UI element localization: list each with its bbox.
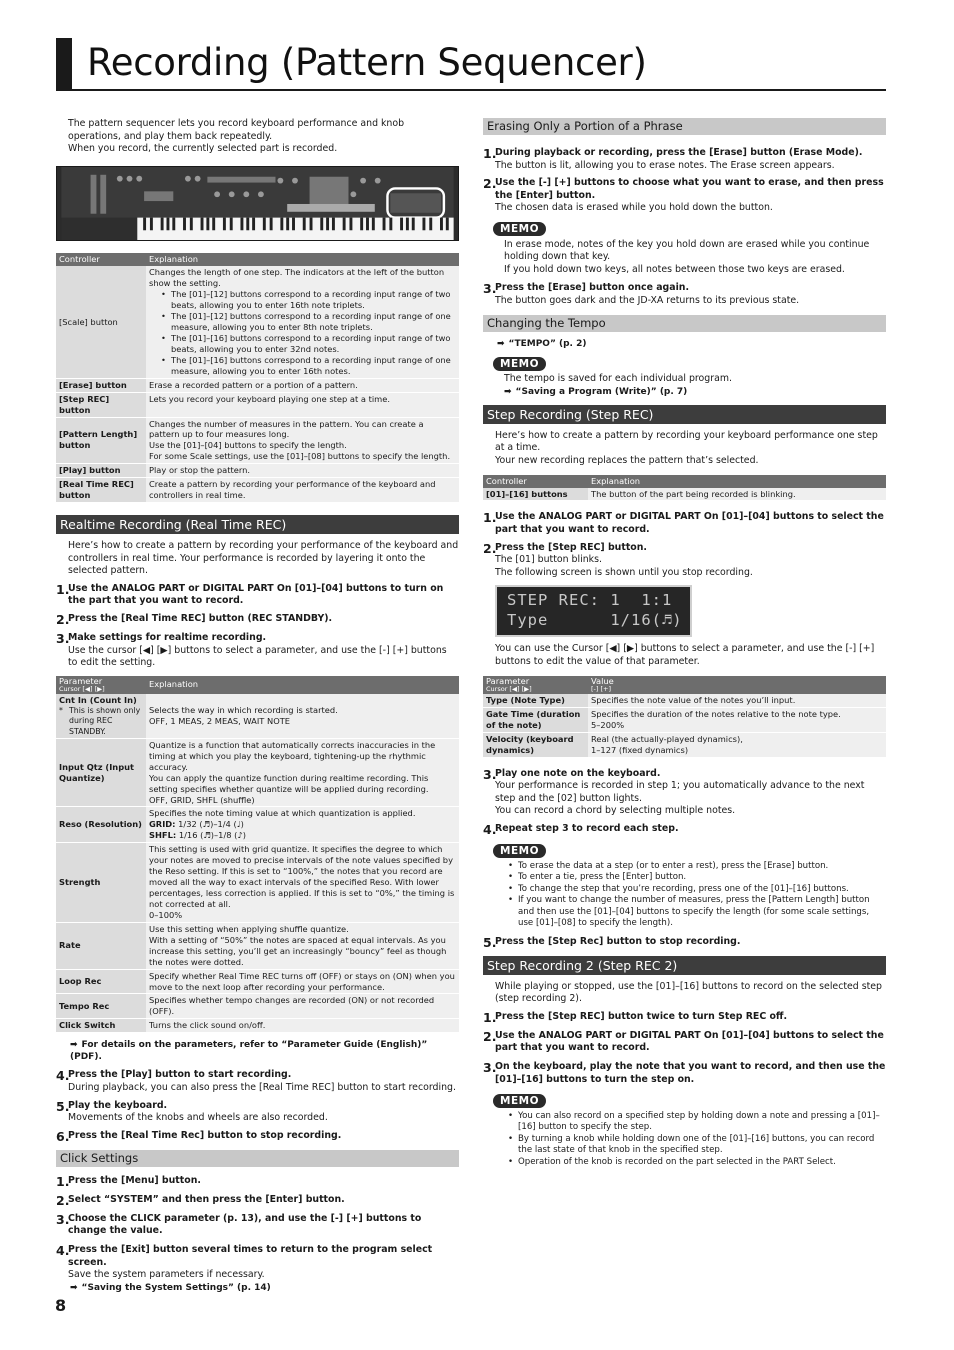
cell-text: You can apply the quantize function during realtime recording. This setting specifies whether quantize will be applied during recording. (149, 772, 429, 794)
col-header-text: Parameter (59, 675, 103, 686)
step-body: You can record a chord by selecting multiple notes. (495, 805, 736, 817)
row-label: [01]–[16] buttons (483, 488, 588, 501)
row-label (56, 694, 146, 738)
page-title: Recording (Pattern Sequencer) (87, 41, 647, 84)
step-number: 5. (483, 934, 497, 950)
step (56, 613, 459, 626)
memo-badge: MEMO (493, 222, 546, 236)
section-heading: Click Settings (56, 1150, 459, 1167)
row-value: Specify whether Real Time REC turns off (OFF) or stays on (ON) when you move to the next loop after recording your performance. (146, 969, 459, 994)
step-number: 3. (483, 766, 497, 782)
col-header (483, 676, 588, 694)
step (483, 147, 886, 172)
step (56, 1130, 459, 1143)
cell-text: Use this setting when applying shuffle quantize. (149, 923, 349, 934)
list-item: • To enter a tie, press the [Enter] button. (508, 872, 886, 884)
row-value (588, 732, 886, 757)
page-number: 8 (55, 1296, 67, 1315)
table-row (56, 694, 459, 738)
section-heading: Erasing Only a Portion of a Phrase (483, 118, 886, 135)
table-row (483, 707, 886, 732)
section-heading: Step Recording 2 (Step REC 2) (483, 956, 886, 975)
step (483, 1061, 886, 1086)
col-header: Controller (56, 253, 146, 266)
col-header-text: Value (591, 675, 614, 686)
step-body: The button is lit, allowing you to erase notes. The Erase screen appears. (495, 159, 835, 171)
lcd-line: STEP REC: 1 1:1 (507, 591, 673, 610)
step (56, 1244, 459, 1294)
cell-text: 1/16 (♬)–1/8 (♪) (178, 830, 246, 841)
step-body: During playback, you can also press the [Real Time REC] button to start recording. (68, 1081, 456, 1093)
section-heading: Realtime Recording (Real Time REC) (56, 515, 459, 534)
step-number: 2. (483, 176, 497, 192)
table-row (56, 922, 459, 969)
reference-text: “Saving the System Settings” (p. 14) (81, 1282, 271, 1293)
row-label: Type (Note Type) (483, 694, 588, 707)
row-label: [Pattern Length] button (56, 417, 146, 464)
step-title: Play the keyboard. (68, 1099, 168, 1111)
row-label: Tempo Rec (56, 994, 146, 1019)
list-item: • The [01]–[12] buttons correspond to a recording input range of one measure, allowing you to enter 8th note triplets. (161, 311, 456, 333)
col-header: Explanation (146, 676, 459, 694)
row-label: Rate (56, 922, 146, 969)
step-body: Movements of the knobs and wheels are also recorded. (68, 1112, 328, 1124)
list-item: • The [01]–[16] buttons correspond to a recording input range of one measure, allowing you to enter 16th notes. (161, 355, 456, 377)
row-label: [Erase] button (56, 378, 146, 392)
col-header: Explanation (588, 475, 886, 488)
left-column (56, 118, 459, 1294)
row-label: Strength (56, 843, 146, 923)
step (56, 1194, 459, 1207)
step-number: 6. (56, 1128, 70, 1144)
step-body: You can use the Cursor [◀] [▶] buttons to select a parameter, and use the [-] [+] buttons to edit the value of that parameter. (495, 643, 875, 668)
row-value (146, 738, 459, 807)
cell-text: 0–100% (149, 909, 183, 920)
col-header: Explanation (146, 253, 459, 266)
controller-table (56, 253, 459, 503)
row-label: Click Switch (56, 1019, 146, 1033)
section-intro: Here’s how to create a pattern by recording your performance of the keyboard and controllers in real time. Your performance is recorded by layering it onto the selected pattern. (68, 540, 459, 577)
step-title: Use the ANALOG PART or DIGITAL PART On [01]–[04] buttons to select the part that you want to record. (495, 1029, 884, 1054)
list-item: • To erase the data at a step (or to enter a rest), press the [Erase] button. (508, 861, 886, 873)
memo-block (483, 222, 886, 276)
step-number: 1. (56, 581, 70, 597)
table-row (56, 266, 459, 378)
row-value (146, 807, 459, 843)
row-value: Specifies whether tempo changes are recorded (ON) or not recorded (OFF). (146, 994, 459, 1019)
step-number: 1. (483, 1009, 497, 1025)
table-row (56, 417, 459, 464)
memo-text: If you hold down two keys, all notes between those two keys are erased. (504, 263, 845, 275)
cell-key: GRID: (149, 819, 176, 830)
step-number: 1. (483, 146, 497, 161)
row-label-text: Cnt In (Count In) (59, 695, 137, 706)
col-header: Controller (483, 475, 588, 488)
step-title: Press the [Step Rec] button to stop recording. (495, 935, 741, 947)
cell-text: OFF, 1 MEAS, 2 MEAS, WAIT NOTE (149, 715, 291, 726)
row-label: [Step REC] button (56, 392, 146, 417)
memo-list (483, 861, 886, 930)
step-title: On the keyboard, play the note that you want to record, and then use the [01]–[16] buttons to turn the step on. (495, 1061, 886, 1085)
steprec-controller-table (483, 475, 886, 502)
cell-text: Specifies the duration of the notes relative to the note type. (591, 708, 841, 719)
step-title: Press the [Menu] button. (68, 1174, 201, 1186)
step-title: Choose the CLICK parameter (p. 13), and use the [-] [+] buttons to change the value. (68, 1212, 422, 1237)
realtime-param-table (56, 676, 459, 1033)
step-title: During playback or recording, press the [Erase] button (Erase Mode). (495, 147, 863, 158)
memo-badge: MEMO (493, 357, 546, 371)
intro-text: Your new recording replaces the pattern that’s selected. (495, 455, 759, 466)
step (483, 1030, 886, 1055)
steprec-param-table (483, 676, 886, 758)
memo-body (483, 239, 886, 277)
step-number: 3. (56, 1211, 70, 1227)
list-item: • Operation of the knob is recorded on the part selected in the PART Select. (508, 1157, 886, 1169)
step-title: Press the [Real Time Rec] button to stop recording. (68, 1129, 342, 1141)
step (483, 282, 886, 307)
step (483, 542, 886, 669)
cross-reference (56, 1039, 459, 1063)
col-header-sub: Cursor [◀] [▶] (59, 684, 105, 693)
step-number: 1. (56, 1173, 70, 1189)
step-title: Use the [-] [+] buttons to choose what you want to erase, and then press the [Enter] button. (495, 177, 884, 201)
cross-reference (483, 338, 886, 350)
table-row (56, 478, 459, 503)
step-number: 5. (56, 1098, 70, 1114)
cell-text: Use the [01]–[04] buttons to specify the length. (149, 440, 347, 451)
step-title: Select “SYSTEM” and then press the [Enter] button. (68, 1193, 345, 1205)
step (483, 768, 886, 818)
step-number: 2. (56, 612, 70, 628)
cross-reference (504, 386, 886, 398)
step-number: 3. (56, 631, 70, 647)
reference-text: “TEMPO” (p. 2) (508, 338, 587, 349)
row-value (146, 417, 459, 464)
cell-text: 5–200% (591, 719, 625, 730)
row-value (146, 694, 459, 738)
cell-text: 1/32 (♬)–1/4 (♩) (178, 819, 244, 830)
step-title: Make settings for realtime recording. (68, 632, 267, 644)
row-value: Create a pattern by recording your performance of the keyboard and controllers in real time. (146, 478, 459, 503)
memo-badge: MEMO (493, 844, 546, 858)
lcd-line: Type 1/16(♬) (507, 611, 683, 630)
row-note: * This is shown only during REC STANDBY. (59, 706, 141, 736)
cell-text: Quantize is a function that automatically corrects inaccuracies in the timing at which you play the keyboard, tightening-up the rhythmic accuracy. (149, 739, 436, 772)
row-label: Velocity (keyboard dynamics) (483, 732, 588, 757)
cell-text: With a setting of “50%” the notes are spaced at equal intervals. As you increase this setting, you’ll get an increasingly “bouncy” feel as though the notes were dotted. (149, 934, 447, 967)
list-item: • If you want to change the number of measures, press the [Pattern Length] button and then use the [01]–[04] buttons to specify the length (for some scale settings, use [01]–[08] to specify the length). (508, 895, 886, 930)
memo-block (483, 844, 886, 930)
memo-text: The tempo is saved for each individual program. (504, 373, 732, 385)
col-header (588, 676, 886, 694)
lcd-display (495, 585, 692, 637)
arrow-right-icon: ➡ (504, 386, 512, 397)
row-value: Play or stop the pattern. (146, 464, 459, 478)
cell-text: Changes the length of one step. The indicators at the left of the button show the setting. (149, 267, 445, 289)
step (56, 1100, 459, 1125)
row-label: Loop Rec (56, 969, 146, 994)
cell-text: This setting is used with grid quantize. It specifies the degree to which your notes are moved to precise intervals of the note values specified by the Reso setting. If this is set to “100%,” the notes that you record are moved all the way to exact intervals of the specified Reso. With lower percentages, less correction is applied. If this is set to “0%,” the timing is not corrected at all. (149, 844, 455, 909)
intro-text: Here’s how to create a pattern by recording your keyboard performance one step at a time. (495, 429, 878, 454)
step-body: Your performance is recorded in step 1; you automatically advance to the next step and the [02] button lights. (495, 780, 865, 804)
table-row (56, 994, 459, 1019)
list-item: • You can also record on a specified step by holding down a note and pressing a [01]–[16] button to specify the step. (508, 1111, 886, 1134)
step (56, 1175, 459, 1188)
table-row (56, 969, 459, 994)
keyboard-image (56, 166, 459, 241)
step-body: The chosen data is erased while you hold down the button. (495, 202, 773, 214)
row-value (588, 707, 886, 732)
step-title: Use the ANALOG PART or DIGITAL PART On [01]–[04] buttons to select the part that you want to record. (495, 511, 884, 536)
cell-text: Selects the way in which recording is started. (149, 705, 338, 716)
row-label: Reso (Resolution) (56, 807, 146, 843)
step-title: Press the [Exit] button several times to return to the program select screen. (68, 1243, 433, 1268)
step-title: Press the [Play] button to start recording. (68, 1069, 292, 1081)
row-value (146, 843, 459, 923)
step-body: The button goes dark and the JD-XA returns to its previous state. (495, 294, 800, 306)
reference-text: “Saving a Program (Write)” (p. 7) (515, 386, 688, 397)
row-value: The button of the part being recorded is blinking. (588, 488, 886, 501)
title-rule (56, 89, 886, 91)
step-number: 3. (483, 1060, 497, 1076)
row-label: [Play] button (56, 464, 146, 478)
row-label: Input Qtz (Input Quantize) (56, 738, 146, 807)
col-header-text: Parameter (486, 675, 530, 686)
step-number: 3. (483, 281, 497, 297)
table-row (56, 378, 459, 392)
table-row (56, 843, 459, 923)
step-body: The [01] button blinks. (495, 554, 602, 566)
memo-text: In erase mode, notes of the key you hold down are erased while you continue holding down that key. (504, 238, 870, 263)
row-value (146, 266, 459, 378)
list-item: • The [01]–[12] buttons correspond to a recording input range of two beats, allowing you to enter 16th note triplets. (161, 289, 456, 311)
keyboard-photo (56, 166, 459, 246)
step-number: 4. (483, 821, 497, 837)
cell-key: SHFL: (149, 830, 177, 841)
section-intro: While playing or stopped, use the [01]–[16] buttons to record on the selected step (step recording 2). (495, 980, 882, 1005)
table-row (483, 488, 886, 501)
step (483, 177, 886, 215)
intro-line: When you record, the currently selected part is recorded. (68, 143, 338, 155)
arrow-right-icon: ➡ (70, 1282, 78, 1293)
cell-text: Changes the number of measures in the pattern. You can create a pattern up to four measures long. (149, 418, 424, 440)
section-heading: Changing the Tempo (483, 315, 886, 332)
reference-text: For details on the parameters, refer to “Parameter Guide (English)” (PDF). (70, 1040, 428, 1063)
step-title: Repeat step 3 to record each step. (495, 822, 679, 834)
step-number: 1. (483, 510, 497, 526)
step (483, 936, 886, 949)
cell-text: Specifies the note timing value at which quantization is applied. (149, 808, 416, 819)
section-heading: Step Recording (Step REC) (483, 405, 886, 424)
title-bar-accent (56, 38, 72, 90)
list-item: • By turning a knob while holding down one of the [01]–[16] buttons, you can record the last state of that knob in the specified step. (508, 1134, 886, 1157)
step-body: Save the system parameters if necessary. (68, 1269, 265, 1281)
row-label: [Real Time REC] button (56, 478, 146, 503)
step-number: 4. (56, 1242, 70, 1258)
step-body: The following screen is shown until you stop recording. (495, 566, 753, 578)
row-value: Erase a recorded pattern or a portion of a pattern. (146, 378, 459, 392)
step-number: 2. (56, 1192, 70, 1208)
memo-block (483, 357, 886, 398)
table-row (56, 738, 459, 807)
list-item: • To change the step that you’re recording, press one of the [01]–[16] buttons. (508, 884, 886, 896)
step-number: 4. (56, 1068, 70, 1084)
step-title: Press the [Erase] button once again. (495, 282, 690, 294)
cell-text: 1–127 (fixed dynamics) (591, 744, 689, 755)
cell-text: Real (the actually-played dynamics), (591, 733, 743, 744)
row-note-text: This is shown only during REC STANDBY. (69, 706, 141, 736)
col-header-sub: Cursor [◀] [▶] (486, 684, 532, 693)
row-label: Gate Time (duration of the note) (483, 707, 588, 732)
step (56, 1069, 459, 1094)
table-row (56, 464, 459, 478)
step-title: Use the ANALOG PART or DIGITAL PART On [01]–[04] buttons to turn on the part that you want to record. (68, 582, 444, 607)
step (56, 1213, 459, 1238)
row-value: Turns the click sound on/off. (146, 1019, 459, 1033)
col-header-sub: [-] [+] (591, 684, 612, 693)
step (56, 632, 459, 670)
cell-text: For some Scale settings, use the [01]–[08] buttons to specify the length. (149, 451, 451, 462)
intro-line: The pattern sequencer lets you record keyboard performance and knob operations, and play them back repeatedly. (68, 118, 405, 142)
step (483, 511, 886, 536)
memo-list (483, 1111, 886, 1169)
table-row (56, 1019, 459, 1033)
row-value: Lets you record your keyboard playing one step at a time. (146, 392, 459, 417)
memo-badge: MEMO (493, 1094, 546, 1108)
step-number: 2. (483, 540, 497, 556)
intro (56, 118, 459, 156)
table-row (56, 807, 459, 843)
col-header (56, 676, 146, 694)
table-row (56, 392, 459, 417)
right-column (483, 118, 886, 1168)
step-title: Play one note on the keyboard. (495, 767, 661, 779)
step-title: Press the [Step REC] button. (495, 541, 647, 553)
step (483, 823, 886, 836)
table-row (483, 694, 886, 707)
cross-reference (70, 1282, 459, 1294)
section-intro (483, 430, 886, 468)
row-label: [Scale] button (56, 266, 146, 378)
step-title: Press the [Step REC] button twice to turn Step REC off. (495, 1010, 788, 1022)
memo-block (483, 1094, 886, 1168)
step-number: 2. (483, 1028, 497, 1044)
row-value: Specifies the note value of the notes you’ll input. (588, 694, 886, 707)
row-value (146, 922, 459, 969)
arrow-right-icon: ➡ (497, 338, 505, 349)
step (56, 583, 459, 608)
list-item: • The [01]–[16] buttons correspond to a recording input range of two beats, allowing you to enter 32nd notes. (161, 333, 456, 355)
arrow-right-icon: ➡ (70, 1040, 78, 1051)
step (483, 1011, 886, 1024)
table-row (483, 732, 886, 757)
memo-body (483, 373, 886, 398)
step-title: Press the [Real Time REC] button (REC STANDBY). (68, 613, 333, 625)
step-body: Use the cursor [◀] [▶] buttons to select a parameter, and use the [-] [+] buttons to edit the setting. (68, 644, 447, 669)
cell-text: OFF, GRID, SHFL (shuffle) (149, 794, 255, 805)
